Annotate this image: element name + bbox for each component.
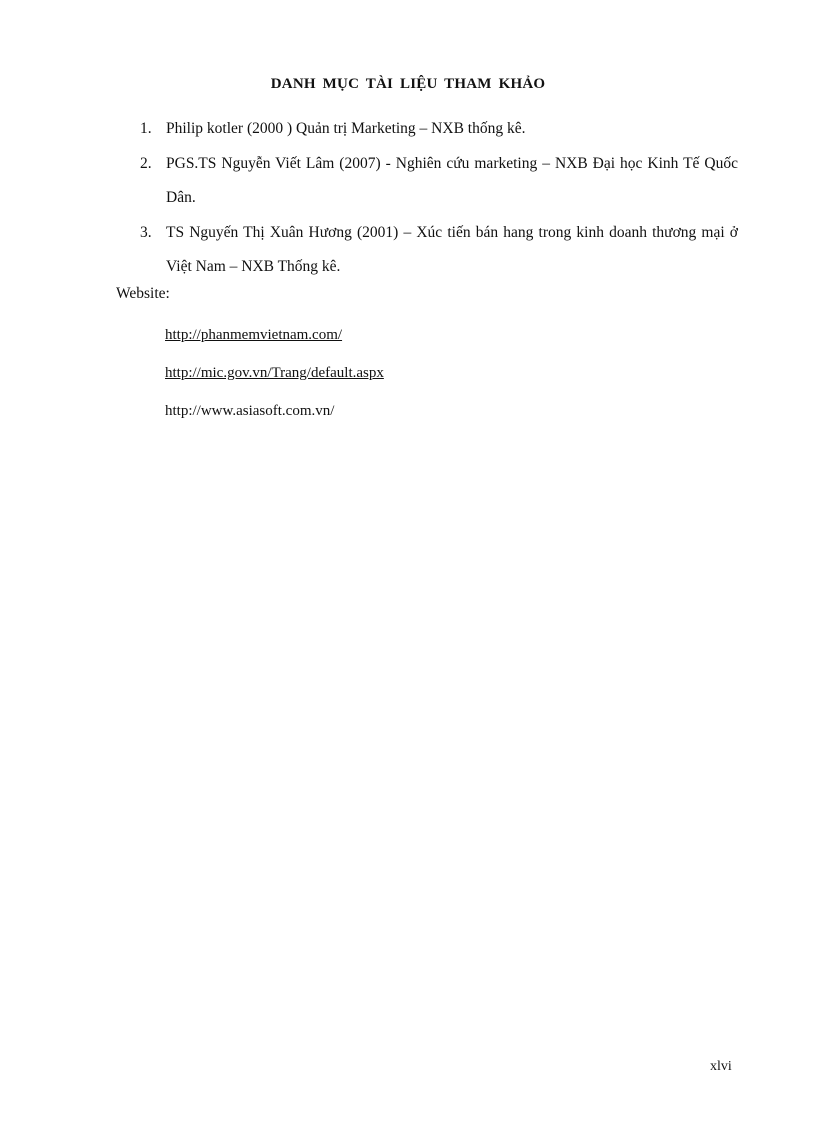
website-link-phanmemvietnam[interactable]: http://phanmemvietnam.com/ [165, 327, 343, 343]
page-number: xlvi [710, 1059, 732, 1074]
website-label: Website: [116, 285, 170, 302]
website-item [165, 398, 384, 424]
website-link-mic[interactable]: http://mic.gov.vn/Trang/default.aspx [165, 365, 384, 381]
website-list [165, 322, 384, 436]
page-title: DANH MỤC TÀI LIỆU THAM KHẢO [270, 76, 546, 92]
reference-item [116, 112, 738, 146]
website-item [165, 322, 384, 348]
reference-text: TS Nguyến Thị Xuân Hương (2001) – Xúc tiến bán hang trong kinh doanh thương mại ở Việt Nam – NXB Thống kê. [166, 224, 738, 275]
reference-list [116, 112, 738, 284]
reference-item [116, 216, 738, 284]
reference-number: 3. [140, 224, 152, 241]
reference-item [116, 147, 738, 215]
website-item [165, 360, 384, 386]
reference-text: PGS.TS Nguyễn Viết Lâm (2007) - Nghiên cứu marketing – NXB Đại học Kinh Tế Quốc Dân. [166, 155, 738, 206]
reference-number: 1. [140, 120, 152, 137]
website-text-asiasoft: http://www.asiasoft.com.vn/ [165, 403, 335, 419]
reference-text: Philip kotler (2000 ) Quản trị Marketing – NXB thống kê. [166, 120, 526, 137]
reference-number: 2. [140, 155, 152, 172]
